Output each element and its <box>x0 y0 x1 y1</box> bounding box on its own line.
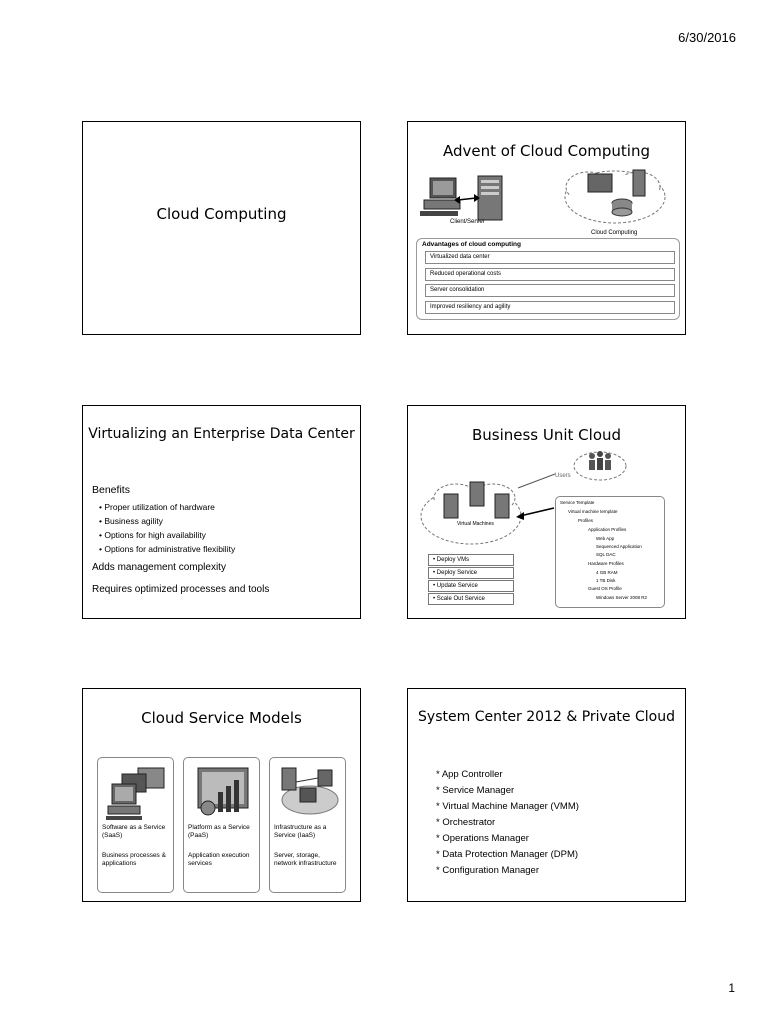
service-template-tree <box>555 496 665 608</box>
paas-card <box>183 757 260 893</box>
tree-node: Hardware Profiles <box>588 561 624 566</box>
tree-node: Virtual machine template <box>568 509 618 514</box>
slide-title: System Center 2012 & Private Cloud <box>418 709 675 725</box>
advantages-box <box>416 238 680 320</box>
paas-chart-icon <box>188 762 256 822</box>
vm-cloud-icon <box>421 482 521 544</box>
benefit-item: • Proper utilization of hardware <box>99 502 215 512</box>
model-description: Business processes & applications <box>102 852 166 867</box>
desktop-computer-icon <box>420 178 460 216</box>
cloud-computing-label: Cloud Computing <box>591 230 638 236</box>
tree-node: Guest OS Profile <box>588 586 622 591</box>
tree-node: 1 TB Disk <box>596 578 616 583</box>
benefit-item: • Options for high availability <box>99 530 206 540</box>
slide-1 <box>82 121 361 335</box>
benefit-item: • Business agility <box>99 516 163 526</box>
model-description: Server, storage, network infrastructure <box>274 852 337 867</box>
slide-3 <box>82 405 361 619</box>
tree-node: Profiles <box>578 518 594 523</box>
saas-computer-icon <box>102 762 170 822</box>
users-icon <box>574 451 626 480</box>
slide-title: Cloud Computing <box>156 205 287 223</box>
tree-node: Application Profiles <box>588 527 627 532</box>
slide-title: Business Unit Cloud <box>471 426 622 444</box>
action-item: • Deploy Service <box>428 567 514 579</box>
double-arrow-icon <box>454 194 480 204</box>
tree-node: Sequenced Application <box>596 544 642 549</box>
benefits-heading: Benefits <box>92 484 130 496</box>
system-center-item: * Operations Manager <box>436 833 529 844</box>
model-name: Software as a Service (SaaS) <box>102 824 166 839</box>
statement-line: Adds management complexity <box>92 562 226 573</box>
tree-node: 4 GB RAM <box>596 570 618 575</box>
client-server-label: Client/Server <box>450 219 485 225</box>
server-icon <box>478 176 502 220</box>
slide-title: Advent of Cloud Computing <box>443 142 650 160</box>
cloud-computing-diagram <box>408 160 686 240</box>
action-item: • Deploy VMs <box>428 554 514 566</box>
arrow-icon <box>516 474 555 520</box>
page-number: 1 <box>728 981 735 995</box>
model-name: Platform as a Service (PaaS) <box>188 824 250 839</box>
slide-title: Cloud Service Models <box>141 709 302 727</box>
model-name: Infrastructure as a Service (IaaS) <box>274 824 327 839</box>
saas-card <box>97 757 174 893</box>
iaas-infrastructure-icon <box>274 762 342 822</box>
tree-node: Service Template <box>560 500 595 505</box>
advantage-item: Reduced operational costs <box>425 268 675 281</box>
virtual-machines-label: Virtual Machines <box>457 521 494 527</box>
slide-5 <box>82 688 361 902</box>
slide-4 <box>407 405 686 619</box>
system-center-item: * Orchestrator <box>436 817 495 828</box>
iaas-card <box>269 757 346 893</box>
system-center-item: * Service Manager <box>436 785 514 796</box>
action-item: • Scale Out Service <box>428 593 514 605</box>
slide-2 <box>407 121 686 335</box>
action-item: • Update Service <box>428 580 514 592</box>
system-center-item: * Virtual Machine Manager (VMM) <box>436 801 579 812</box>
tree-node: Web App <box>596 536 615 541</box>
tree-node: Windows Server 2008 R2 <box>596 595 648 600</box>
system-center-item: * Data Protection Manager (DPM) <box>436 849 578 860</box>
advantage-item: Improved resiliency and agility <box>425 301 675 314</box>
tree-node: SQL DAC <box>596 552 616 557</box>
benefit-item: • Options for administrative flexibility <box>99 544 235 554</box>
advantage-item: Server consolidation <box>425 284 675 297</box>
statement-line: Requires optimized processes and tools <box>92 584 270 595</box>
slide-6 <box>407 688 686 902</box>
model-description: Application execution services <box>188 852 250 867</box>
system-center-item: * Configuration Manager <box>436 865 539 876</box>
system-center-item: * App Controller <box>436 769 503 780</box>
print-date: 6/30/2016 <box>678 30 736 45</box>
cloud-icon <box>565 170 665 223</box>
slide-title: Virtualizing an Enterprise Data Center <box>88 426 355 442</box>
advantage-item: Virtualized data center <box>425 251 675 264</box>
advantages-title: Advantages of cloud computing <box>422 241 521 248</box>
users-label: Users <box>555 473 571 479</box>
